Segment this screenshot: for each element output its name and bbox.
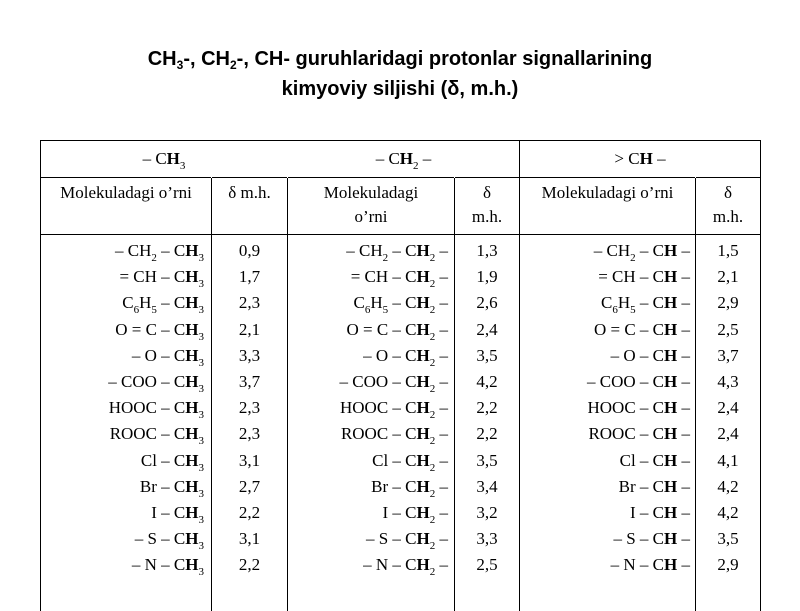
shift-value: 2,9	[717, 555, 739, 575]
title-line-2: kimyoviy siljishi (δ, m.h.)	[281, 78, 519, 100]
shift-value: 2,3	[238, 398, 261, 418]
ch-shifts	[696, 238, 760, 578]
list-item: = CH – $CH_3$	[119, 267, 204, 291]
shift-value: 4,2	[717, 502, 739, 522]
shift-value: 4,2	[717, 476, 739, 496]
shift-value: 2,3	[238, 293, 261, 313]
col-header-position: Molekuladagi o’rni	[541, 183, 674, 202]
list-item: I – $CH_2$ –	[382, 502, 448, 526]
shift-value: 2,5	[717, 319, 739, 339]
list-item: HOOC – CH –	[587, 398, 690, 418]
shift-value: 2,1	[238, 319, 261, 339]
list-item: – $CH_2 - CH_2$ –	[346, 241, 448, 264]
list-item: Br – $CH_3$	[139, 476, 204, 500]
list-item: $C_6H_5 - CH_3$	[122, 293, 204, 317]
shift-value: 2,6	[476, 293, 498, 313]
list-item: – O – CH –	[610, 345, 690, 365]
shift-value: 4,1	[717, 450, 739, 470]
shift-value: 0,9	[238, 241, 261, 260]
list-item: Br – $CH_2$ –	[371, 476, 448, 500]
ch-positions	[520, 238, 690, 578]
list-item: Cl – $CH_3$	[140, 450, 204, 474]
shift-value: 2,2	[476, 398, 498, 418]
list-item: – N – CH –	[610, 555, 690, 575]
shift-value: 2,2	[476, 424, 498, 444]
shift-value: 2,5	[476, 555, 498, 575]
list-item: $C_6H_5 - CH_2$ –	[353, 293, 448, 317]
list-item: – $CH_2$ – CH –	[593, 241, 690, 264]
shift-value: 4,3	[717, 371, 739, 391]
list-item: – O – $CH_3$	[131, 345, 204, 369]
list-item: = CH – $CH_2$ –	[350, 267, 448, 291]
shift-value: 4,2	[476, 371, 498, 391]
list-item: Br – CH –	[618, 476, 690, 496]
list-item: $O = C - CH_2$ –	[346, 319, 448, 343]
list-item: = CH – CH –	[598, 267, 690, 287]
list-item: – N – $CH_2$ –	[363, 555, 448, 579]
group-header-ch: > CH –	[614, 149, 666, 168]
list-item: – COO – CH –	[587, 371, 690, 391]
list-item: – S – CH –	[613, 529, 690, 549]
group-header-ch2: – $CH_2$ –	[375, 149, 432, 172]
shift-value: 3,1	[238, 450, 261, 470]
list-item: ROOC – $CH_2$ –	[340, 424, 448, 448]
shift-value: 1,5	[717, 241, 739, 260]
shift-value: 2,2	[238, 502, 261, 522]
shift-value: 2,7	[238, 476, 261, 496]
shift-value: 2,4	[476, 319, 498, 339]
shift-value: 3,3	[238, 345, 261, 365]
list-item: – S – $CH_2$ –	[365, 529, 448, 553]
ch3-shifts	[212, 238, 287, 578]
list-item: HOOC – $CH_3$	[108, 398, 204, 422]
list-item: – $CH_2 - CH_3$	[115, 241, 204, 264]
shift-value: 3,7	[717, 345, 739, 365]
list-item: – N – $CH_3$	[131, 555, 204, 579]
title-line-1: $CH_3-$, $CH_2-$, CH- guruhlaridagi protonlar signallarining	[147, 48, 653, 72]
list-item: Cl – $CH_2$ –	[372, 450, 448, 474]
table-divider	[41, 234, 760, 235]
col-header-shift: δ m.h.	[471, 183, 503, 226]
shift-table	[40, 140, 761, 611]
list-item: ROOC – $CH_3$	[109, 424, 204, 448]
list-item: O = C – CH –	[593, 319, 690, 339]
col-header-position: Molekuladagi o’rni	[323, 183, 419, 226]
shift-value: 2,4	[717, 424, 739, 444]
list-item: Cl – CH –	[619, 450, 690, 470]
list-item: HOOC – $CH_2$ –	[340, 398, 448, 422]
list-item: – S – $CH_3$	[134, 529, 204, 553]
shift-value: 2,9	[717, 293, 739, 313]
list-item: I – $CH_3$	[151, 502, 204, 526]
shift-value: 2,4	[717, 398, 739, 418]
shift-value: 2,1	[717, 267, 739, 287]
shift-value: 3,7	[238, 371, 261, 391]
list-item: – COO – $CH_2$ –	[339, 371, 448, 395]
col-header-shift: δ m.h.	[228, 183, 271, 202]
list-item: ROOC – CH –	[588, 424, 690, 444]
group-header-ch3: – $CH_3$	[142, 149, 186, 172]
page-title	[0, 44, 800, 104]
list-item: – COO – $CH_3$	[108, 371, 204, 395]
shift-value: 3,5	[717, 529, 739, 549]
shift-value: 1,3	[476, 241, 498, 260]
shift-value: 1,9	[476, 267, 498, 287]
shift-value: 1,7	[238, 267, 261, 287]
shift-value: 3,3	[476, 529, 498, 549]
list-item: $O = C - CH_3$	[115, 319, 204, 343]
shift-value: 2,3	[238, 424, 261, 444]
list-item: I – CH –	[630, 502, 690, 522]
col-header-position: Molekuladagi o’rni	[60, 183, 192, 202]
ch2-shifts	[455, 238, 519, 578]
list-item: – O – $CH_2$ –	[363, 345, 448, 369]
ch2-positions	[288, 238, 448, 578]
shift-value: 3,5	[476, 450, 498, 470]
col-header-shift: δ m.h.	[712, 183, 744, 226]
shift-value: 3,1	[238, 529, 261, 549]
shift-value: 3,5	[476, 345, 498, 365]
shift-value: 3,4	[476, 476, 498, 496]
ch3-positions	[41, 238, 204, 578]
shift-value: 2,2	[238, 555, 261, 575]
shift-value: 3,2	[476, 502, 498, 522]
list-item: $C_6H_5$ – CH –	[601, 293, 690, 317]
